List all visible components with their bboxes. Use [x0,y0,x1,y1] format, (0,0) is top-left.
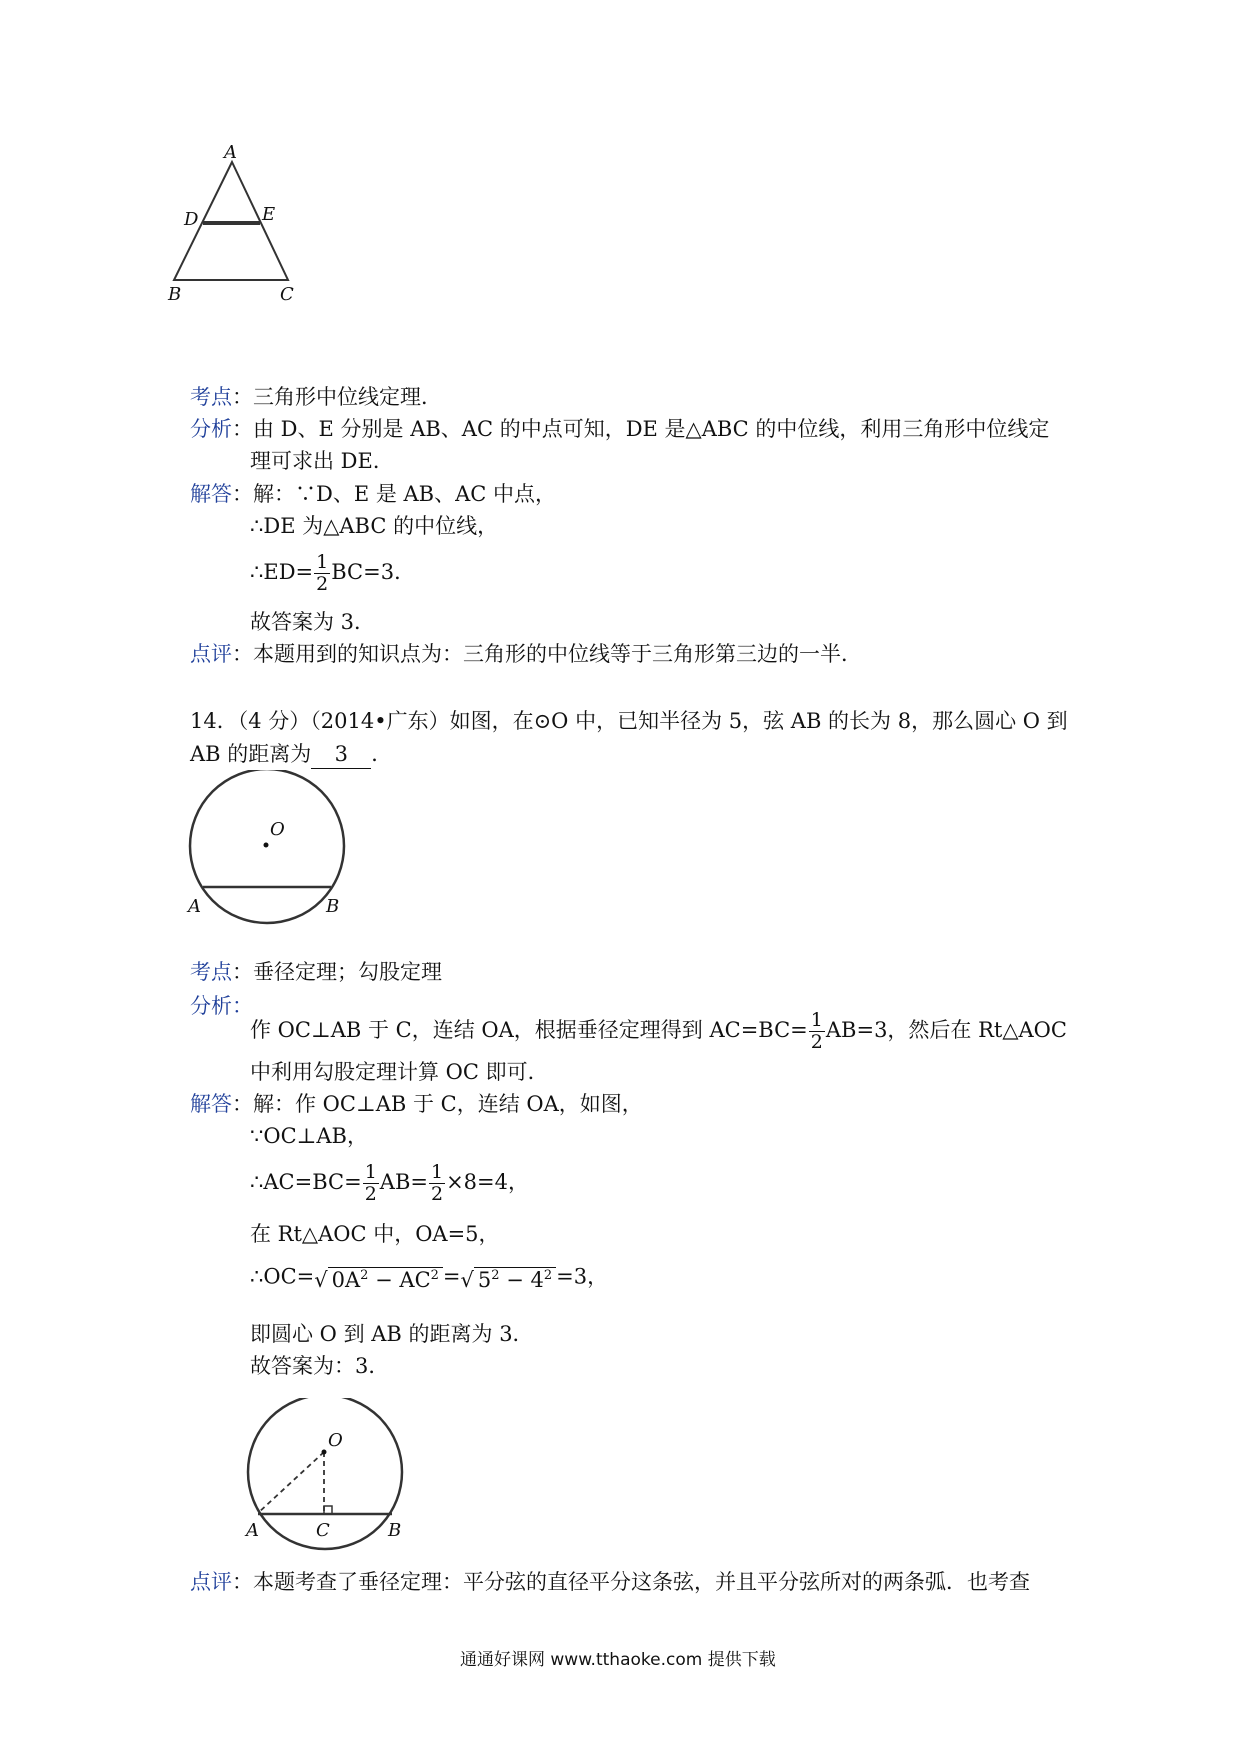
kaodian-tag: 考点 [190,385,232,409]
circle-figure [180,770,360,930]
fenxi-tag: 分析 [190,994,232,1018]
fig3-label-o: O [328,1430,343,1451]
dianping-tag: 点评 [190,642,232,666]
sqrt-expression-2: √ $5^2 - 4^2$ [461,1262,557,1294]
p13-kaodian: 考点：三角形中位线定理． [190,385,442,409]
fraction-half: $\frac{1}{2}$ [316,551,329,595]
p13-jieda-line2: ∴DE 为△ABC 的中位线， [250,514,499,538]
fraction-half: $\frac{1}{2}$ [430,1161,444,1205]
p13-ed-equation: ∴ED= $\frac{1}{2}$ BC=3． [250,551,416,595]
p13-fenxi: 分析：由 D、E 分别是 AB、AC 的中点可知，DE 是△ABC 的中位线，利用三角形中位线定 [190,417,1050,441]
fig2-label-a: A [188,896,201,917]
fig1-label-e: E [262,204,276,225]
fig3-label-c: C [316,1520,330,1541]
page-footer: 通通好课网 www.tthaoke.com 提供下载 [460,1650,776,1670]
p13-answer: 故答案为 3． [250,610,376,634]
fig1-label-c: C [280,284,294,305]
fig3-label-b: B [388,1520,402,1541]
p13-dianping: 点评：本题用到的知识点为：三角形的中位线等于三角形第三边的一半． [190,642,862,666]
p14-answer: 故答案为：3． [250,1354,390,1378]
p14-jieda: 解答：解：作 OC⊥AB 于 C，连结 OA，如图， [190,1092,643,1116]
dianping-tag: 点评 [190,1570,232,1594]
jieda-tag: 解答 [190,1092,232,1116]
p14-question-line1: 14．（4 分）（2014•广东）如图，在⊙O 中，已知半径为 5，弦 AB 的长为 8，那么圆心 O 到 [190,709,1068,733]
fraction-half: $\frac{1}{2}$ [364,1161,377,1205]
p14-fenxi-line2: 中利用勾股定理计算 OC 即可． [250,1060,549,1084]
sqrt-expression-1: √ $0A^2 - AC^2$ [314,1262,443,1294]
fig1-label-d: D [184,209,199,230]
jieda-tag: 解答 [190,482,232,506]
p14-rt-line: 在 Rt△AOC 中，OA=5， [250,1222,500,1246]
p13-jieda: 解答：解：∵D、E 是 AB、AC 中点， [190,482,557,506]
fenxi-tag: 分析 [190,417,232,441]
p14-oc-equation: ∴OC=√ $0A^2 - AC^2$ =√ $5^2 - 4^2 =3$， [250,1262,608,1294]
p14-conclusion: 即圆心 O 到 AB 的距离为 3． [250,1322,534,1346]
kaodian-tag: 考点 [190,960,232,984]
p14-fenxi-line1: 作 OC⊥AB 于 C，连结 OA，根据垂径定理得到 AC=BC= $\frac{1}{2}$ AB=3，然后在 Rt△AOC [250,1009,1067,1053]
circle-perpendicular-figure [240,1398,420,1558]
p13-fenxi-cont: 理可求出 DE． [250,449,394,473]
p14-ac-equation: ∴AC=BC= $\frac{1}{2}$ AB= $\frac{1}{2}$ ×8=4， [250,1161,529,1205]
p14-fenxi-tag: 分析： [190,994,253,1018]
fraction-half: $\frac{1}{2}$ [810,1009,823,1053]
triangle-figure [150,140,320,310]
fig1-label-a: A [224,142,237,163]
p14-jieda-line2: ∵OC⊥AB， [250,1124,368,1148]
p14-dianping: 点评：本题考查了垂径定理：平分弦的直径平分这条弦，并且平分弦所对的两条弧．也考查 [190,1570,1030,1594]
p14-kaodian: 考点：垂径定理；勾股定理 [190,960,442,984]
answer-blank: 3 [311,740,371,769]
fig2-label-b: B [326,896,340,917]
fig2-label-o: O [270,819,285,840]
p14-question-line2: AB 的距离为 3 ． [190,740,392,769]
fig1-label-b: B [168,284,182,305]
fig3-label-a: A [246,1520,259,1541]
